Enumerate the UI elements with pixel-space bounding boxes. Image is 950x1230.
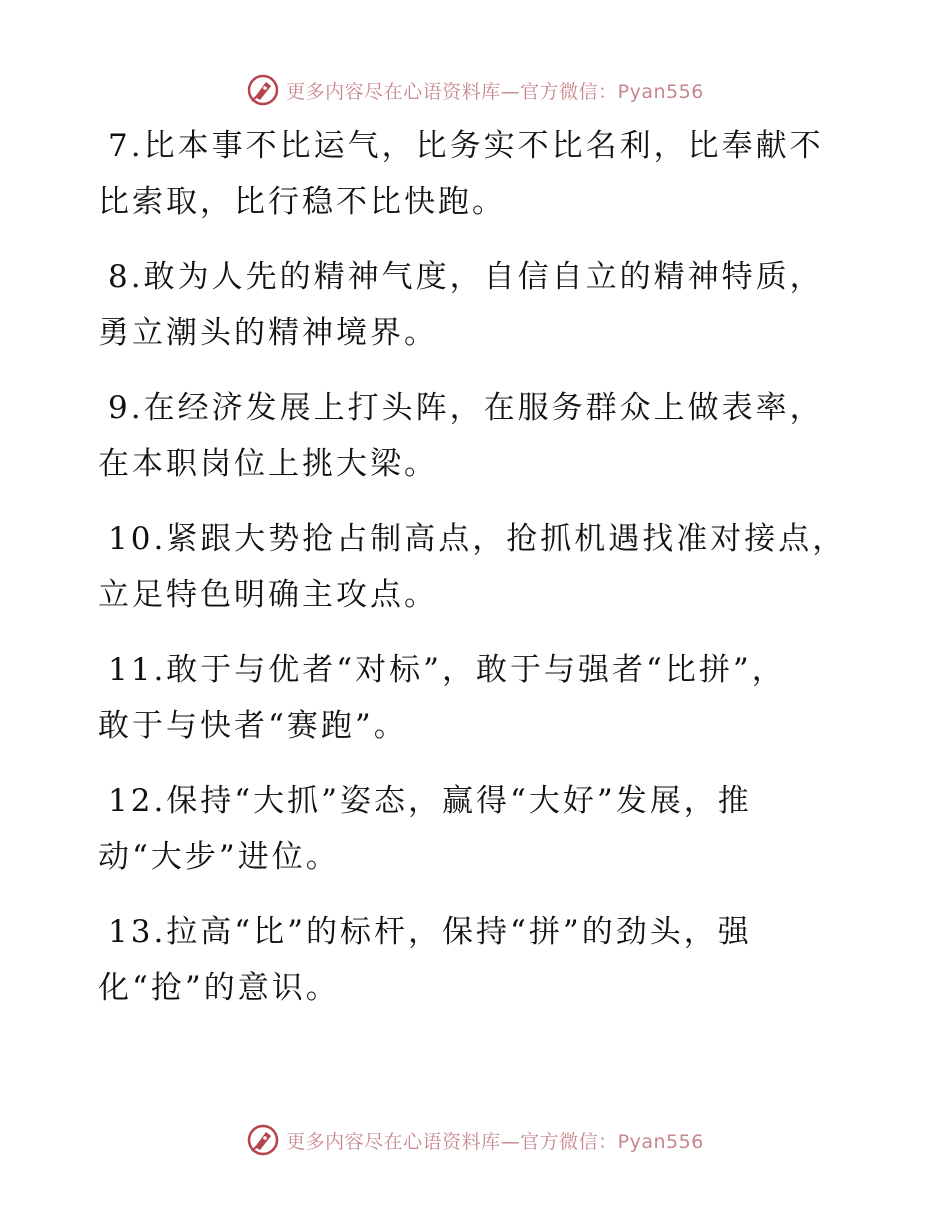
list-item <box>98 249 838 361</box>
list-item-line: 敢于与快者“赛跑”。 <box>98 708 408 744</box>
header-banner <box>0 70 950 110</box>
list-item-line: 9.在经济发展上打头阵，在服务群众上做表率， <box>108 390 824 426</box>
list-item <box>98 904 838 1016</box>
list-item-line: 勇立潮头的精神境界。 <box>98 315 438 351</box>
list-item <box>98 642 838 754</box>
list-item-line: 7.比本事不比运气，比务实不比名利，比奉献不 <box>108 128 824 164</box>
list-item <box>98 511 847 623</box>
list-item-line: 化“抢”的意识。 <box>98 970 340 1006</box>
list-item-line: 立足特色明确主攻点。 <box>98 577 438 613</box>
list-item <box>98 118 838 230</box>
list-item-line: 10.紧跟大势抢占制高点，抢抓机遇找准对接点， <box>108 521 847 557</box>
document-body <box>98 118 847 1035</box>
list-item-line: 13.拉高“比”的标杆，保持“拼”的劲头，强 <box>108 914 752 950</box>
list-item <box>98 773 838 885</box>
pen-nib-circle-icon <box>246 1123 280 1157</box>
footer-banner-text: 更多内容尽在心语资料库—官方微信：Pyan556 <box>286 1130 704 1153</box>
list-item-line: 在本职岗位上挑大梁。 <box>98 446 438 482</box>
header-banner-text: 更多内容尽在心语资料库—官方微信：Pyan556 <box>286 80 704 103</box>
list-item-line: 11.敢于与优者“对标”，敢于与强者“比拼”， <box>108 652 786 688</box>
pen-nib-circle-icon <box>246 73 280 107</box>
list-item-line: 比索取，比行稳不比快跑。 <box>98 184 506 220</box>
list-item-line: 8.敢为人先的精神气度，自信自立的精神特质， <box>108 259 824 295</box>
list-item-line: 12.保持“大抓”姿态，赢得“大好”发展，推 <box>108 783 752 819</box>
footer-banner <box>0 1120 950 1160</box>
list-item <box>98 380 838 492</box>
list-item-line: 动“大步”进位。 <box>98 839 340 875</box>
